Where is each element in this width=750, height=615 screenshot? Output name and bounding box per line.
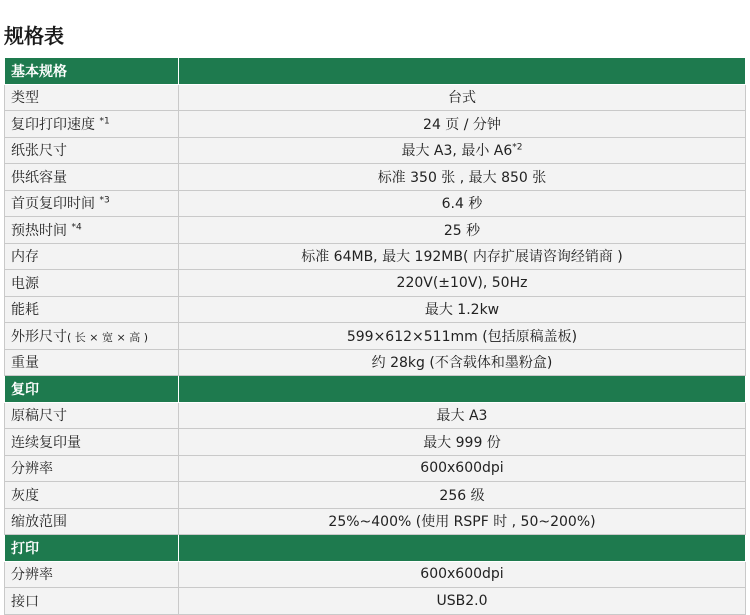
spec-label: 首页复印时间 <box>11 196 95 213</box>
spec-label-cell <box>5 349 179 376</box>
spec-row <box>5 164 746 191</box>
footnote-marker: *3 <box>99 195 110 206</box>
page-title: 规格表 <box>4 24 64 48</box>
spec-label: 连续复印量 <box>11 434 81 451</box>
section-title: 基本规格 <box>5 58 179 85</box>
spec-label-cell <box>5 561 179 588</box>
spec-value: 标准 64MB, 最大 192MB( 内存扩展请咨询经销商 ) <box>301 249 623 266</box>
spec-table <box>4 57 746 615</box>
footnote-marker: *1 <box>99 116 110 127</box>
spec-value: 最大 A3, 最小 A6 <box>401 143 513 160</box>
spec-value-cell <box>179 296 746 323</box>
spec-row <box>5 402 746 429</box>
spec-label: 分辨率 <box>11 461 53 478</box>
footnote-marker: *4 <box>71 222 82 233</box>
spec-row <box>5 429 746 456</box>
spec-label: 供纸容量 <box>11 169 67 186</box>
spec-row <box>5 588 746 615</box>
spec-label: 分辨率 <box>11 567 53 584</box>
spec-value: USB2.0 <box>436 592 488 609</box>
spec-label-cell <box>5 84 179 111</box>
spec-row <box>5 508 746 535</box>
spec-value: 25 秒 <box>443 222 481 239</box>
spec-row <box>5 111 746 138</box>
spec-value: 600x600dpi <box>420 566 504 583</box>
spec-value-cell <box>179 323 746 350</box>
spec-label-cell <box>5 164 179 191</box>
spec-value-cell <box>179 349 746 376</box>
spec-label-cell <box>5 296 179 323</box>
spec-label: 重量 <box>11 355 39 372</box>
spec-value: 24 页 / 分钟 <box>423 116 501 133</box>
spec-label-cell <box>5 402 179 429</box>
spec-value: 600x600dpi <box>420 460 504 477</box>
spec-value-cell <box>179 455 746 482</box>
spec-row <box>5 296 746 323</box>
spec-label-cell <box>5 270 179 297</box>
spec-value: 最大 A3 <box>436 408 488 425</box>
spec-value-cell <box>179 111 746 138</box>
section-header-blank <box>179 535 746 562</box>
spec-label-dimension-note: ( 长 × 宽 × 高 ) <box>67 330 148 344</box>
spec-value-cell <box>179 508 746 535</box>
section-header-row <box>5 376 746 403</box>
spec-label-cell <box>5 429 179 456</box>
spec-row <box>5 243 746 270</box>
spec-row <box>5 482 746 509</box>
spec-label-cell <box>5 323 179 350</box>
section-header-row <box>5 58 746 85</box>
spec-label-cell <box>5 111 179 138</box>
spec-value: 标准 350 张 , 最大 850 张 <box>377 169 547 186</box>
spec-value-cell <box>179 190 746 217</box>
spec-label-cell <box>5 217 179 244</box>
spec-row <box>5 137 746 164</box>
spec-value: 25%~400% (使用 RSPF 时 , 50~200%) <box>328 514 596 531</box>
spec-value-cell <box>179 217 746 244</box>
spec-label: 缩放范围 <box>11 514 67 531</box>
spec-label-cell <box>5 137 179 164</box>
spec-value-cell <box>179 270 746 297</box>
spec-value: 最大 1.2kw <box>424 302 500 319</box>
spec-row <box>5 84 746 111</box>
spec-label-cell <box>5 455 179 482</box>
spec-value-cell <box>179 84 746 111</box>
spec-table-body <box>5 58 746 615</box>
spec-value: 6.4 秒 <box>441 196 483 213</box>
spec-row <box>5 349 746 376</box>
spec-label: 接口 <box>11 593 39 610</box>
spec-value-cell <box>179 243 746 270</box>
spec-row <box>5 190 746 217</box>
spec-value: 台式 <box>448 90 476 107</box>
spec-value-cell <box>179 429 746 456</box>
spec-value-cell <box>179 482 746 509</box>
spec-row <box>5 323 746 350</box>
spec-label: 纸张尺寸 <box>11 143 67 160</box>
spec-label: 能耗 <box>11 302 39 319</box>
spec-label: 内存 <box>11 249 39 266</box>
spec-label: 电源 <box>11 275 39 292</box>
spec-row <box>5 217 746 244</box>
section-title: 复印 <box>5 376 179 403</box>
section-header-blank <box>179 58 746 85</box>
spec-label-cell <box>5 243 179 270</box>
spec-label-cell <box>5 190 179 217</box>
spec-value-cell <box>179 137 746 164</box>
section-title: 打印 <box>5 535 179 562</box>
spec-label: 灰度 <box>11 487 39 504</box>
spec-row <box>5 455 746 482</box>
spec-row <box>5 561 746 588</box>
spec-label: 类型 <box>11 90 39 107</box>
spec-label: 复印打印速度 <box>11 116 95 133</box>
spec-value: 220V(±10V), 50Hz <box>396 274 528 291</box>
spec-value-cell <box>179 402 746 429</box>
footnote-marker: *2 <box>512 142 523 153</box>
spec-value-cell <box>179 561 746 588</box>
spec-value-cell <box>179 164 746 191</box>
spec-value: 599×612×511mm (包括原稿盖板) <box>346 328 578 345</box>
spec-label-cell <box>5 482 179 509</box>
spec-label: 预热时间 <box>11 222 67 239</box>
section-header-row <box>5 535 746 562</box>
spec-label: 外形尺寸 <box>11 328 67 345</box>
spec-row <box>5 270 746 297</box>
spec-value-cell <box>179 588 746 615</box>
spec-value: 256 级 <box>439 487 485 504</box>
spec-label-cell <box>5 508 179 535</box>
spec-label: 原稿尺寸 <box>11 408 67 425</box>
spec-value: 最大 999 份 <box>423 434 501 451</box>
spec-value: 约 28kg (不含载体和墨粉盒) <box>371 355 553 372</box>
spec-label-cell <box>5 588 179 615</box>
section-header-blank <box>179 376 746 403</box>
